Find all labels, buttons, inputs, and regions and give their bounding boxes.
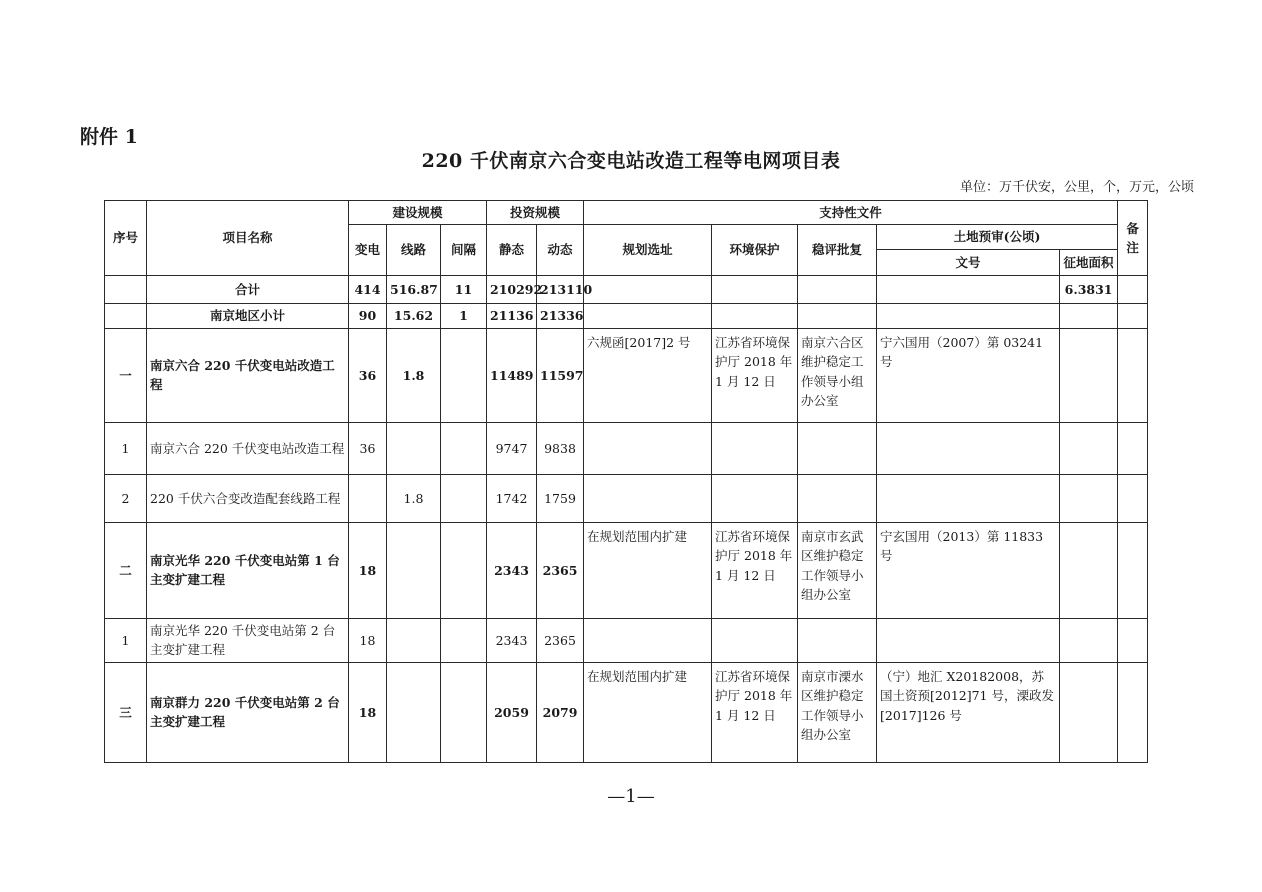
cell-docno <box>877 303 1060 328</box>
cell-area: 6.3831 <box>1060 275 1118 303</box>
cell-bay <box>441 422 487 474</box>
cell-substation: 36 <box>349 328 387 422</box>
cell-seq: 二 <box>105 522 147 618</box>
cell-seq: 一 <box>105 328 147 422</box>
cell-remark <box>1118 422 1148 474</box>
cell-bay: 1 <box>441 303 487 328</box>
header-docs: 支持性文件 <box>584 201 1118 225</box>
header-invest: 投资规模 <box>487 201 584 225</box>
cell-planning: 在规划范围内扩建 <box>584 522 712 618</box>
table-row <box>105 474 1148 522</box>
cell-static: 11489 <box>487 328 537 422</box>
header-dynamic: 动态 <box>537 225 584 275</box>
cell-env <box>712 422 798 474</box>
unit-note: 单位：万千伏安，公里，个，万元，公顷 <box>959 180 1194 195</box>
cell-stability: 南京市玄武区维护稳定工作领导小组办公室 <box>798 522 877 618</box>
cell-planning <box>584 275 712 303</box>
cell-seq: 1 <box>105 422 147 474</box>
cell-name: 南京光华 220 千伏变电站第 1 台主变扩建工程 <box>147 522 349 618</box>
header-land: 土地预审(公顷) <box>877 225 1118 249</box>
cell-line <box>387 522 441 618</box>
cell-line <box>387 422 441 474</box>
header-remark: 备注 <box>1118 201 1148 276</box>
cell-area <box>1060 522 1118 618</box>
cell-seq <box>105 303 147 328</box>
header-docno: 文号 <box>877 249 1060 275</box>
cell-docno: （宁）地汇 X20182008，苏国土资预[2012]71 号，溧政发[2017]126 号 <box>877 662 1060 762</box>
cell-docno <box>877 275 1060 303</box>
cell-stability <box>798 474 877 522</box>
header-scale: 建设规模 <box>349 201 487 225</box>
cell-static: 21136 <box>487 303 537 328</box>
subtotal-row <box>105 303 1148 328</box>
header-seq: 序号 <box>105 201 147 276</box>
attachment-label: 附件 1 <box>80 126 138 148</box>
cell-bay <box>441 328 487 422</box>
cell-planning <box>584 422 712 474</box>
cell-static: 2343 <box>487 618 537 662</box>
cell-dynamic: 21336 <box>537 303 584 328</box>
cell-area <box>1060 662 1118 762</box>
cell-seq: 三 <box>105 662 147 762</box>
header-line: 线路 <box>387 225 441 275</box>
header-bay: 间隔 <box>441 225 487 275</box>
cell-env: 江苏省环境保护厅 2018 年 1 月 12 日 <box>712 522 798 618</box>
cell-remark <box>1118 303 1148 328</box>
cell-docno: 宁玄国用（2013）第 11833 号 <box>877 522 1060 618</box>
cell-remark <box>1118 275 1148 303</box>
cell-seq <box>105 275 147 303</box>
table-row <box>105 662 1148 762</box>
cell-planning <box>584 618 712 662</box>
cell-line: 516.87 <box>387 275 441 303</box>
cell-remark <box>1118 328 1148 422</box>
cell-area <box>1060 422 1118 474</box>
cell-stability <box>798 422 877 474</box>
cell-env: 江苏省环境保护厅 2018 年 1 月 12 日 <box>712 662 798 762</box>
header-env: 环境保护 <box>712 225 798 275</box>
header-stability: 稳评批复 <box>798 225 877 275</box>
cell-bay: 11 <box>441 275 487 303</box>
cell-static: 2343 <box>487 522 537 618</box>
table-row <box>105 328 1148 422</box>
cell-dynamic: 1759 <box>537 474 584 522</box>
cell-stability: 南京六合区维护稳定工作领导小组办公室 <box>798 328 877 422</box>
cell-line: 1.8 <box>387 474 441 522</box>
cell-substation: 18 <box>349 662 387 762</box>
table-row <box>105 522 1148 618</box>
cell-substation: 414 <box>349 275 387 303</box>
cell-dynamic: 2365 <box>537 618 584 662</box>
header-substation: 变电 <box>349 225 387 275</box>
cell-docno <box>877 618 1060 662</box>
cell-dynamic: 11597 <box>537 328 584 422</box>
cell-dynamic: 213110 <box>537 275 584 303</box>
cell-remark <box>1118 618 1148 662</box>
cell-env <box>712 618 798 662</box>
cell-substation <box>349 474 387 522</box>
cell-planning <box>584 474 712 522</box>
cell-area <box>1060 474 1118 522</box>
cell-line: 15.62 <box>387 303 441 328</box>
cell-env <box>712 275 798 303</box>
cell-remark <box>1118 522 1148 618</box>
cell-bay <box>441 618 487 662</box>
cell-line: 1.8 <box>387 328 441 422</box>
cell-static: 2059 <box>487 662 537 762</box>
cell-substation: 90 <box>349 303 387 328</box>
cell-remark <box>1118 662 1148 762</box>
cell-docno: 宁六国用（2007）第 03241 号 <box>877 328 1060 422</box>
cell-substation: 18 <box>349 618 387 662</box>
table-row <box>105 618 1148 662</box>
cell-dynamic: 2365 <box>537 522 584 618</box>
cell-name: 合计 <box>147 275 349 303</box>
cell-docno <box>877 422 1060 474</box>
cell-line <box>387 618 441 662</box>
cell-name: 南京光华 220 千伏变电站第 2 台主变扩建工程 <box>147 618 349 662</box>
page-title: 220 千伏南京六合变电站改造工程等电网项目表 <box>421 150 841 172</box>
cell-name: 南京六合 220 千伏变电站改造工程 <box>147 422 349 474</box>
cell-env: 江苏省环境保护厅 2018 年 1 月 12 日 <box>712 328 798 422</box>
cell-area <box>1060 618 1118 662</box>
cell-stability <box>798 275 877 303</box>
cell-planning: 六规函[2017]2 号 <box>584 328 712 422</box>
header-static: 静态 <box>487 225 537 275</box>
total-row <box>105 275 1148 303</box>
cell-static: 210292 <box>487 275 537 303</box>
cell-substation: 36 <box>349 422 387 474</box>
cell-area <box>1060 328 1118 422</box>
cell-planning: 在规划范围内扩建 <box>584 662 712 762</box>
table-row <box>105 422 1148 474</box>
cell-name: 220 千伏六合变改造配套线路工程 <box>147 474 349 522</box>
header-row-1 <box>105 201 1148 225</box>
cell-dynamic: 2079 <box>537 662 584 762</box>
cell-dynamic: 9838 <box>537 422 584 474</box>
cell-substation: 18 <box>349 522 387 618</box>
cell-remark <box>1118 474 1148 522</box>
cell-seq: 1 <box>105 618 147 662</box>
cell-name: 南京地区小计 <box>147 303 349 328</box>
cell-static: 9747 <box>487 422 537 474</box>
cell-seq: 2 <box>105 474 147 522</box>
cell-name: 南京群力 220 千伏变电站第 2 台主变扩建工程 <box>147 662 349 762</box>
cell-env <box>712 474 798 522</box>
cell-docno <box>877 474 1060 522</box>
cell-static: 1742 <box>487 474 537 522</box>
header-name: 项目名称 <box>147 201 349 276</box>
cell-stability: 南京市溧水区维护稳定工作领导小组办公室 <box>798 662 877 762</box>
cell-bay <box>441 662 487 762</box>
cell-stability <box>798 303 877 328</box>
cell-line <box>387 662 441 762</box>
cell-bay <box>441 474 487 522</box>
cell-name: 南京六合 220 千伏变电站改造工程 <box>147 328 349 422</box>
header-area: 征地面积 <box>1060 249 1118 275</box>
cell-bay <box>441 522 487 618</box>
cell-stability <box>798 618 877 662</box>
cell-env <box>712 303 798 328</box>
header-planning: 规划选址 <box>584 225 712 275</box>
cell-planning <box>584 303 712 328</box>
page-number: —1— <box>607 786 655 807</box>
cell-area <box>1060 303 1118 328</box>
project-table <box>104 200 1148 763</box>
